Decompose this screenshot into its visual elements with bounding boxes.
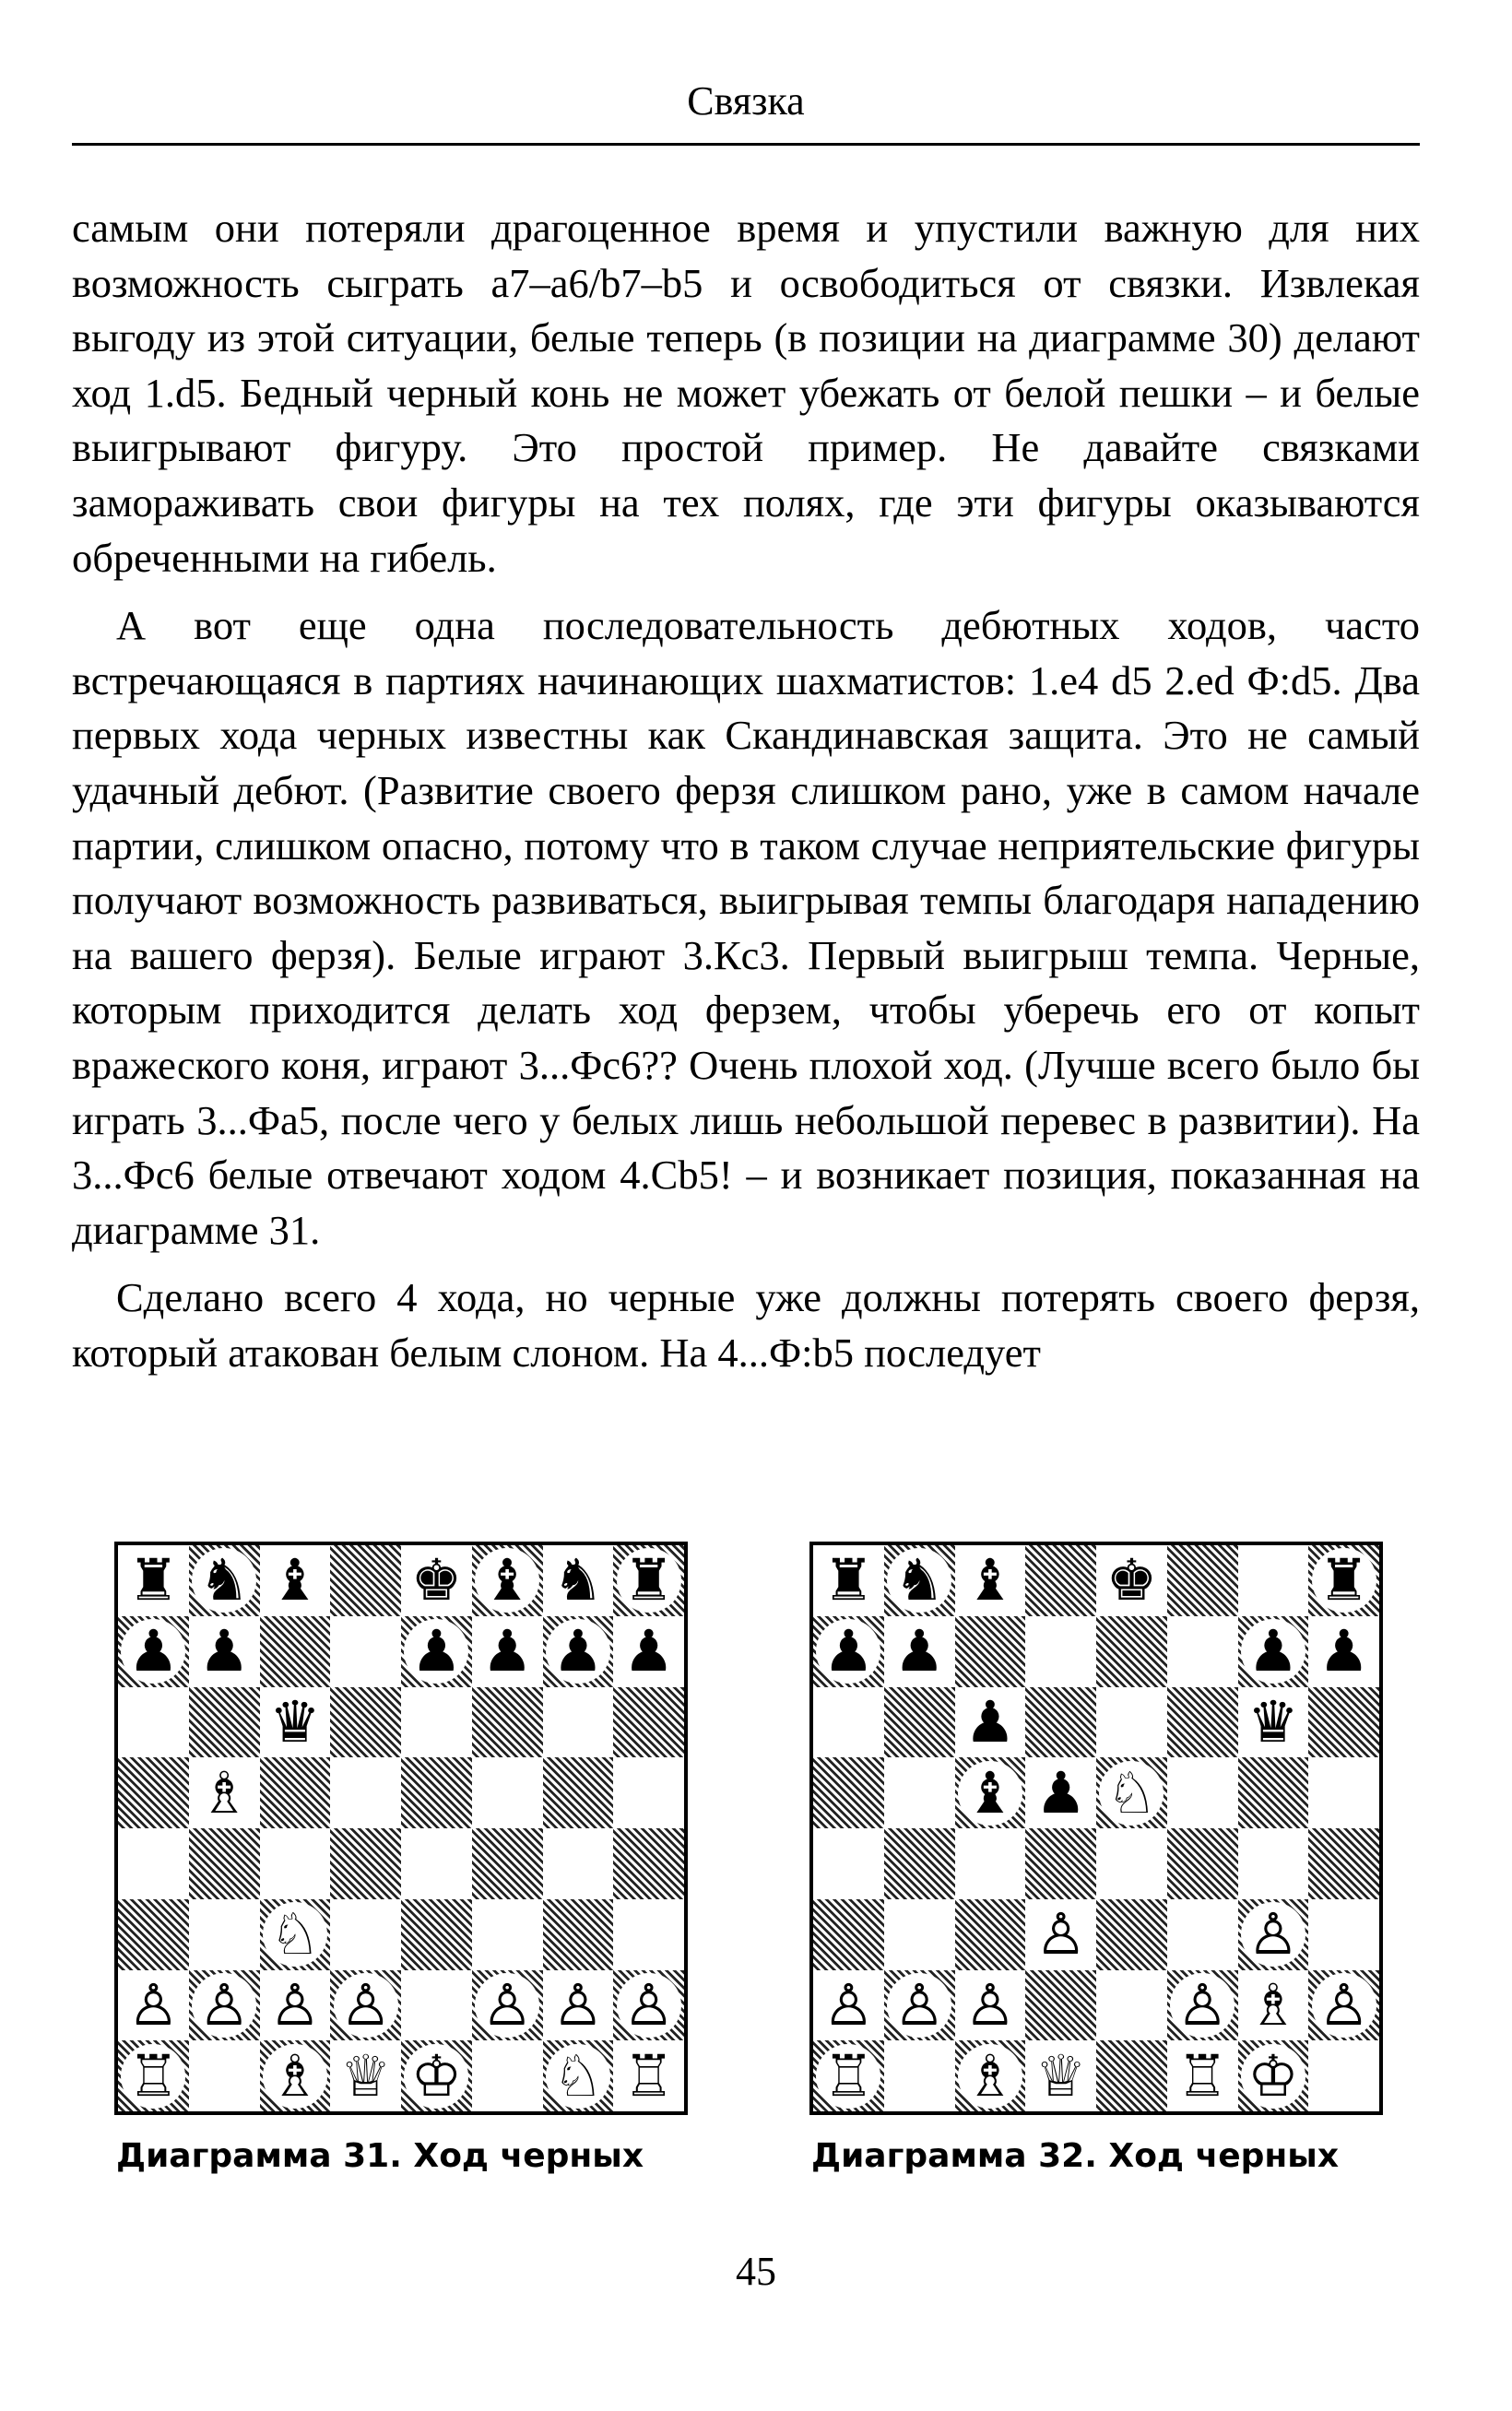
square-b4 <box>884 1828 955 1899</box>
white-queen-icon: ♕ <box>1034 2041 1087 2110</box>
black-knight-icon: ♞ <box>552 1546 604 1614</box>
square-e1 <box>401 2040 472 2111</box>
square-c7 <box>260 1616 331 1687</box>
black-pawn-icon: ♟ <box>404 1619 468 1684</box>
black-king-icon: ♚ <box>410 1546 463 1614</box>
square-h4 <box>613 1828 684 1899</box>
black-knight-icon: ♞ <box>887 1548 951 1613</box>
square-b8 <box>189 1545 260 1616</box>
square-g1 <box>543 2040 614 2111</box>
black-pawn-icon: ♟ <box>546 1619 610 1684</box>
chess-diagram-31 <box>114 1542 688 2115</box>
square-c6 <box>260 1687 331 1758</box>
square-a3 <box>118 1899 189 1970</box>
square-h5 <box>613 1757 684 1828</box>
chess-diagram-32 <box>809 1542 1383 2115</box>
square-b6 <box>189 1687 260 1758</box>
square-g3 <box>1238 1899 1309 1970</box>
black-bishop-icon: ♝ <box>958 1761 1022 1826</box>
black-pawn-icon: ♟ <box>622 1617 675 1685</box>
black-pawn-icon: ♟ <box>1241 1619 1305 1684</box>
square-h8 <box>613 1545 684 1616</box>
square-e7 <box>401 1616 472 1687</box>
square-d8 <box>1025 1545 1096 1616</box>
square-d4 <box>330 1828 401 1899</box>
square-a5 <box>813 1757 884 1828</box>
white-pawn-icon: ♙ <box>127 1970 180 2039</box>
square-h2 <box>1308 1970 1379 2041</box>
square-c8 <box>955 1545 1026 1616</box>
square-b2 <box>189 1970 260 2041</box>
square-h7 <box>1308 1616 1379 1687</box>
square-f2 <box>1167 1970 1238 2041</box>
square-g4 <box>1238 1828 1309 1899</box>
square-b8 <box>884 1545 955 1616</box>
square-b4 <box>189 1828 260 1899</box>
square-g7 <box>1238 1616 1309 1687</box>
square-e1 <box>1096 2040 1167 2111</box>
black-pawn-icon: ♟ <box>893 1617 945 1685</box>
square-d3 <box>330 1899 401 1970</box>
square-c8 <box>260 1545 331 1616</box>
square-h1 <box>1308 2040 1379 2111</box>
white-pawn-icon: ♙ <box>822 1970 875 2039</box>
square-a8 <box>118 1545 189 1616</box>
square-c2 <box>955 1970 1026 2041</box>
square-e3 <box>1096 1899 1167 1970</box>
square-b3 <box>884 1899 955 1970</box>
white-pawn-icon: ♙ <box>1312 1973 1376 2038</box>
square-b5 <box>189 1757 260 1828</box>
square-a2 <box>118 1970 189 2041</box>
square-c7 <box>955 1616 1026 1687</box>
paragraph: самым они потеряли драгоценное время и упустили важную для них возможность сыграть a7–a6/b7–b5 и освободиться от связки. Извлекая выгоду из этой ситуации, белые теперь (в позиции на диаграмме 30) делают ход 1.d5. Бедный черный конь не может убежать от белой пешки – и белые выигрывают фигуру. Это простой пример. Не давайте связками замораживать свои фигуры на тех полях, где эти фигуры оказываются обреченными на гибель. <box>72 205 1420 581</box>
square-f3 <box>1167 1899 1238 1970</box>
black-bishop-icon: ♝ <box>269 1546 321 1614</box>
square-a6 <box>813 1687 884 1758</box>
black-queen-icon: ♛ <box>269 1687 321 1755</box>
white-king-icon: ♔ <box>1241 2044 1305 2109</box>
square-e6 <box>1096 1687 1167 1758</box>
square-e2 <box>401 1970 472 2041</box>
white-rook-icon: ♖ <box>121 2044 185 2109</box>
white-pawn-icon: ♙ <box>1034 1900 1087 1968</box>
square-d1 <box>330 2040 401 2111</box>
square-f7 <box>1167 1616 1238 1687</box>
square-b2 <box>884 1970 955 2041</box>
square-f2 <box>472 1970 543 2041</box>
black-rook-icon: ♜ <box>617 1548 681 1613</box>
square-a5 <box>118 1757 189 1828</box>
square-a3 <box>813 1899 884 1970</box>
square-b7 <box>189 1616 260 1687</box>
paragraph: А вот еще одна последовательность дебютных ходов, часто встречающаяся в партиях начинающих шахматистов: 1.e4 d5 2.ed Ф:d5. Два первых хода черных известны как Скандинавская защита. Это не самый удачный дебют. (Развитие своего ферзя слишком рано, уже в самом начале партии, слишком опасно, потому что в таком случае неприятельские фигуры получают возможность развиваться, выигрывая темпы благодаря нападению на вашего ферзя). Белые играют 3.Кc3. Первый выигрыш темпа. Черные, которым приходится делать ход ферзем, чтобы уберечь его от копыт вражеского коня, играют 3...Фc6?? Очень плохой ход. (Лучше всего было бы играть 3...Фa5, после чего у белых лишь небольшой перевес в развитии). На 3...Фc6 белые отвечают ходом 4.Cb5! – и возникает позиция, показанная на диаграмме 31. <box>72 602 1420 1253</box>
white-rook-icon: ♖ <box>816 2044 880 2109</box>
square-b6 <box>884 1687 955 1758</box>
square-g6 <box>1238 1687 1309 1758</box>
white-bishop-icon: ♗ <box>958 2044 1022 2109</box>
square-c5 <box>955 1757 1026 1828</box>
square-c4 <box>260 1828 331 1899</box>
square-h7 <box>613 1616 684 1687</box>
square-g1 <box>1238 2040 1309 2111</box>
white-pawn-icon: ♙ <box>964 1970 1016 2039</box>
diagram-caption: Диаграмма 32. Ход черных <box>811 2137 1340 2175</box>
white-knight-icon: ♘ <box>263 1902 327 1967</box>
black-rook-icon: ♜ <box>1312 1548 1376 1613</box>
header-rule <box>72 143 1420 146</box>
white-pawn-icon: ♙ <box>887 1973 951 2038</box>
square-f1 <box>1167 2040 1238 2111</box>
square-d6 <box>330 1687 401 1758</box>
square-c3 <box>260 1899 331 1970</box>
square-d3 <box>1025 1899 1096 1970</box>
black-rook-icon: ♜ <box>127 1546 180 1614</box>
square-d5 <box>1025 1757 1096 1828</box>
black-pawn-icon: ♟ <box>1317 1617 1370 1685</box>
black-queen-icon: ♛ <box>1247 1687 1299 1755</box>
white-king-icon: ♔ <box>404 2044 468 2109</box>
white-rook-icon: ♖ <box>1176 2041 1228 2110</box>
square-c2 <box>260 1970 331 2041</box>
white-bishop-icon: ♗ <box>1247 1970 1299 2039</box>
square-c1 <box>260 2040 331 2111</box>
square-f5 <box>1167 1757 1238 1828</box>
square-f3 <box>472 1899 543 1970</box>
black-king-icon: ♚ <box>1105 1546 1158 1614</box>
white-pawn-icon: ♙ <box>192 1973 256 2038</box>
square-d5 <box>330 1757 401 1828</box>
square-b1 <box>884 2040 955 2111</box>
square-d2 <box>1025 1970 1096 2041</box>
running-header: Связка <box>687 78 805 124</box>
square-a4 <box>118 1828 189 1899</box>
square-h8 <box>1308 1545 1379 1616</box>
square-g6 <box>543 1687 614 1758</box>
square-e5 <box>1096 1757 1167 1828</box>
square-c1 <box>955 2040 1026 2111</box>
square-g7 <box>543 1616 614 1687</box>
black-pawn-icon: ♟ <box>1034 1758 1087 1826</box>
square-h5 <box>1308 1757 1379 1828</box>
black-rook-icon: ♜ <box>822 1546 875 1614</box>
white-pawn-icon: ♙ <box>334 1973 398 2038</box>
black-bishop-icon: ♝ <box>964 1546 1016 1614</box>
square-c6 <box>955 1687 1026 1758</box>
square-b1 <box>189 2040 260 2111</box>
black-knight-icon: ♞ <box>192 1548 256 1613</box>
black-pawn-icon: ♟ <box>816 1619 880 1684</box>
white-pawn-icon: ♙ <box>475 1973 539 2038</box>
black-bishop-icon: ♝ <box>475 1548 539 1613</box>
square-h1 <box>613 2040 684 2111</box>
square-h3 <box>1308 1899 1379 1970</box>
diagram-caption: Диаграмма 31. Ход черных <box>116 2137 644 2175</box>
square-a1 <box>118 2040 189 2111</box>
square-a7 <box>813 1616 884 1687</box>
square-h4 <box>1308 1828 1379 1899</box>
white-rook-icon: ♖ <box>622 2041 675 2110</box>
square-d7 <box>330 1616 401 1687</box>
white-bishop-icon: ♗ <box>198 1758 250 1826</box>
black-pawn-icon: ♟ <box>198 1617 250 1685</box>
square-f6 <box>1167 1687 1238 1758</box>
square-h6 <box>1308 1687 1379 1758</box>
square-g5 <box>1238 1757 1309 1828</box>
square-d6 <box>1025 1687 1096 1758</box>
square-g3 <box>543 1899 614 1970</box>
page-number: 45 <box>736 2249 776 2294</box>
square-g2 <box>543 1970 614 2041</box>
square-g8 <box>543 1545 614 1616</box>
white-bishop-icon: ♗ <box>263 2044 327 2109</box>
square-a1 <box>813 2040 884 2111</box>
square-f4 <box>1167 1828 1238 1899</box>
black-pawn-icon: ♟ <box>121 1619 185 1684</box>
square-f8 <box>472 1545 543 1616</box>
square-f7 <box>472 1616 543 1687</box>
square-d2 <box>330 1970 401 2041</box>
white-knight-icon: ♘ <box>1099 1761 1164 1826</box>
square-h3 <box>613 1899 684 1970</box>
square-c3 <box>955 1899 1026 1970</box>
white-knight-icon: ♘ <box>546 2044 610 2109</box>
square-f8 <box>1167 1545 1238 1616</box>
square-e4 <box>401 1828 472 1899</box>
square-a4 <box>813 1828 884 1899</box>
square-c4 <box>955 1828 1026 1899</box>
black-pawn-icon: ♟ <box>481 1617 533 1685</box>
square-d1 <box>1025 2040 1096 2111</box>
square-h2 <box>613 1970 684 2041</box>
body-text <box>72 201 1420 1380</box>
square-e3 <box>401 1899 472 1970</box>
square-b3 <box>189 1899 260 1970</box>
white-queen-icon: ♕ <box>339 2041 392 2110</box>
white-pawn-icon: ♙ <box>1241 1902 1305 1967</box>
square-h6 <box>613 1687 684 1758</box>
square-e8 <box>1096 1545 1167 1616</box>
white-pawn-icon: ♙ <box>269 1970 321 2039</box>
black-pawn-icon: ♟ <box>964 1687 1016 1755</box>
square-d4 <box>1025 1828 1096 1899</box>
square-f5 <box>472 1757 543 1828</box>
square-g8 <box>1238 1545 1309 1616</box>
square-e5 <box>401 1757 472 1828</box>
square-e7 <box>1096 1616 1167 1687</box>
square-e6 <box>401 1687 472 1758</box>
square-b5 <box>884 1757 955 1828</box>
square-d7 <box>1025 1616 1096 1687</box>
square-g4 <box>543 1828 614 1899</box>
white-pawn-icon: ♙ <box>552 1970 604 2039</box>
square-c5 <box>260 1757 331 1828</box>
square-f4 <box>472 1828 543 1899</box>
square-g2 <box>1238 1970 1309 2041</box>
paragraph: Сделано всего 4 хода, но черные уже должны потерять своего ферзя, который атакован белым слоном. На 4...Ф:b5 последует <box>72 1274 1420 1376</box>
square-d8 <box>330 1545 401 1616</box>
white-pawn-icon: ♙ <box>1170 1973 1234 2038</box>
square-a2 <box>813 1970 884 2041</box>
square-b7 <box>884 1616 955 1687</box>
square-e2 <box>1096 1970 1167 2041</box>
square-a8 <box>813 1545 884 1616</box>
square-f1 <box>472 2040 543 2111</box>
white-pawn-icon: ♙ <box>617 1973 681 2038</box>
square-g5 <box>543 1757 614 1828</box>
square-a6 <box>118 1687 189 1758</box>
square-e4 <box>1096 1828 1167 1899</box>
square-e8 <box>401 1545 472 1616</box>
square-a7 <box>118 1616 189 1687</box>
square-f6 <box>472 1687 543 1758</box>
